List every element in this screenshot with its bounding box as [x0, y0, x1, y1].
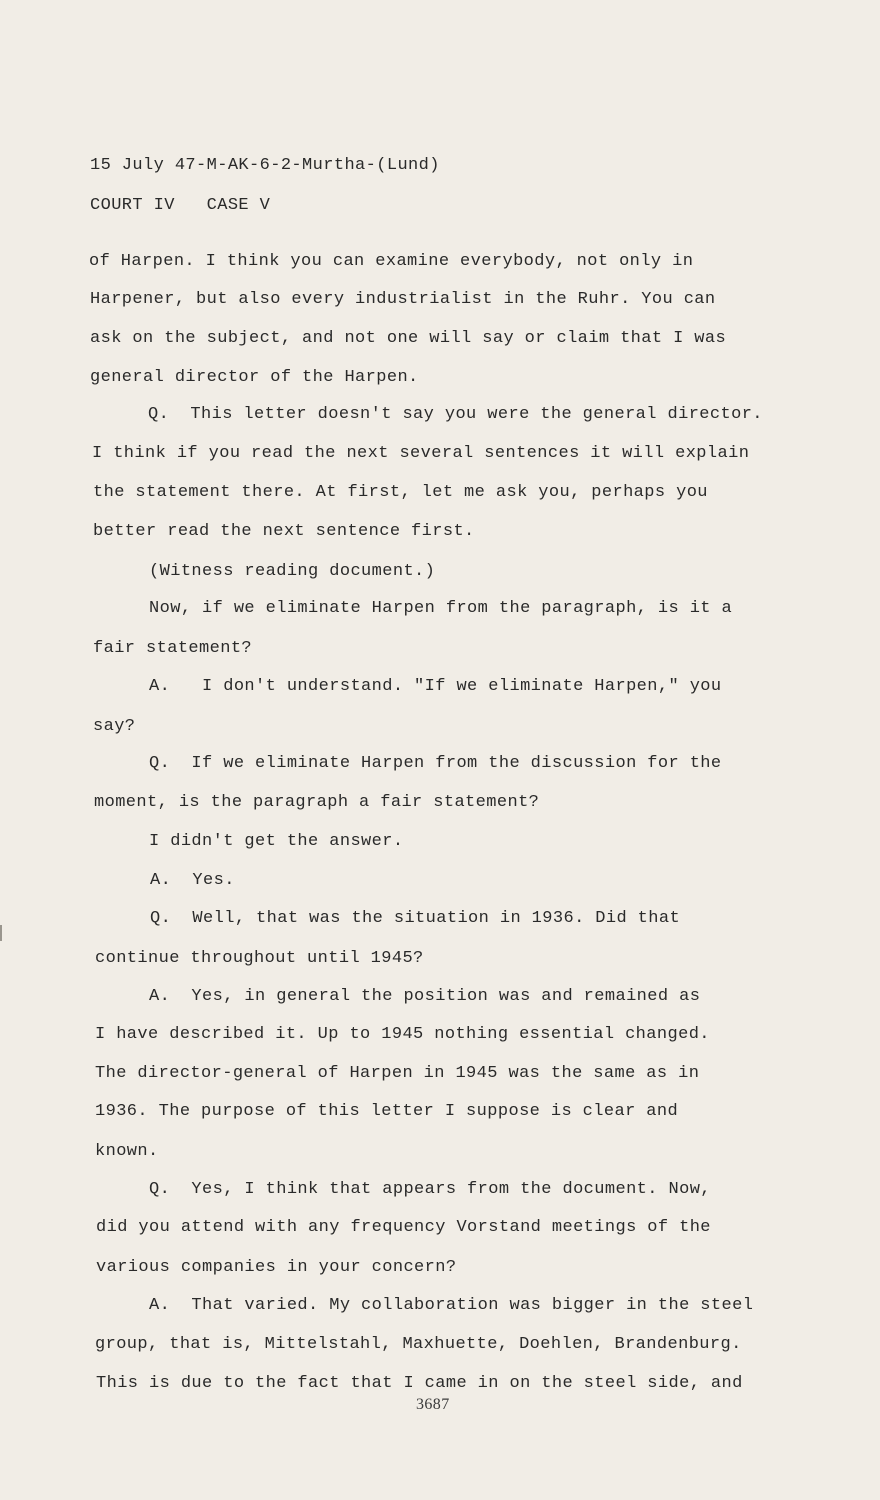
body-line: Q. Yes, I think that appears from the document. Now, — [96, 1180, 711, 1199]
body-line: group, that is, Mittelstahl, Maxhuette, Doehlen, Brandenburg. — [95, 1335, 742, 1354]
body-line: I didn't get the answer. — [96, 832, 404, 851]
body-line: of Harpen. I think you can examine everybody, not only in — [89, 252, 694, 271]
body-line: A. That varied. My collaboration was bigger in the steel — [96, 1296, 754, 1315]
body-line: did you attend with any frequency Vorstand meetings of the — [96, 1218, 711, 1237]
body-line: Q. This letter doesn't say you were the general director. — [95, 405, 763, 424]
body-line: A. Yes, in general the position was and remained as — [96, 987, 701, 1006]
body-line: (Witness reading document.) — [96, 562, 436, 581]
header-court-case: COURT IV CASE V — [90, 196, 271, 215]
body-line: Harpener, but also every industrialist in the Ruhr. You can — [90, 290, 716, 309]
body-line: moment, is the paragraph a fair statement? — [94, 793, 540, 812]
body-line: general director of the Harpen. — [90, 368, 419, 387]
page-number: 3687 — [416, 1396, 450, 1413]
body-line: the statement there. At first, let me ask you, perhaps you — [93, 483, 708, 502]
page-edge-mark — [0, 925, 8, 941]
body-line: I have described it. Up to 1945 nothing essential changed. — [95, 1025, 710, 1044]
body-line: I think if you read the next several sentences it will explain — [92, 444, 750, 463]
body-line: various companies in your concern? — [96, 1258, 457, 1277]
body-line: The director-general of Harpen in 1945 was the same as in — [95, 1064, 700, 1083]
body-line: better read the next sentence first. — [93, 522, 475, 541]
body-line: Now, if we eliminate Harpen from the paragraph, is it a — [96, 599, 733, 618]
header-case-reference: 15 July 47-M-AK-6-2-Murtha-(Lund) — [90, 156, 440, 175]
body-line: 1936. The purpose of this letter I suppose is clear and — [95, 1102, 679, 1121]
body-line: A. I don't understand. "If we eliminate Harpen," you — [96, 677, 722, 696]
body-line: A. Yes. — [97, 871, 235, 890]
body-line: continue throughout until 1945? — [95, 949, 424, 968]
body-line: Q. Well, that was the situation in 1936. Did that — [97, 909, 681, 928]
body-line: say? — [93, 717, 136, 736]
body-line: Q. If we eliminate Harpen from the discussion for the — [96, 754, 722, 773]
body-line: known. — [95, 1142, 159, 1161]
body-line: fair statement? — [93, 639, 253, 658]
body-line: This is due to the fact that I came in on the steel side, and — [96, 1374, 743, 1393]
body-line: ask on the subject, and not one will say or claim that I was — [90, 329, 727, 348]
